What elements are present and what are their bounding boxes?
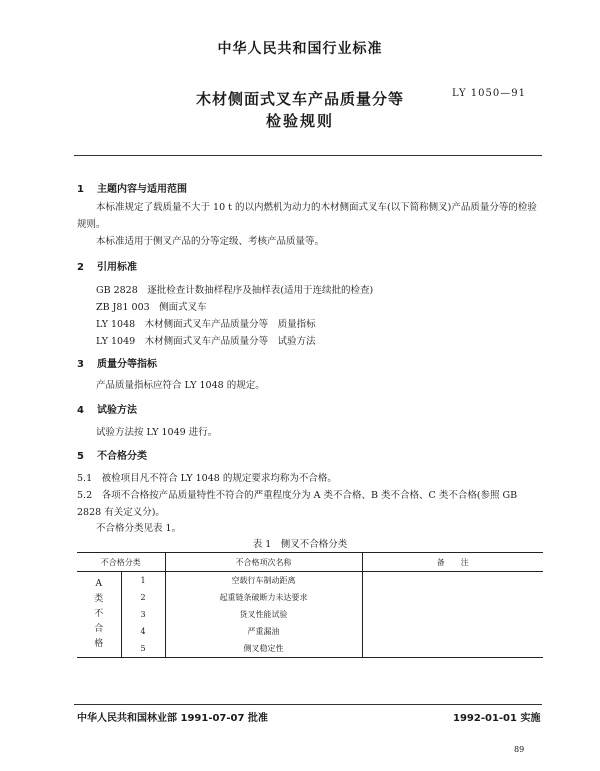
standard-category-header: 中华人民共和国行业标准 bbox=[217, 41, 383, 57]
section-5-heading bbox=[77, 447, 147, 462]
row-item-name: 侧叉稳定性 bbox=[165, 640, 362, 658]
remarks-cell bbox=[362, 572, 543, 658]
section-1-paragraph-2: 本标准适用于侧叉产品的分等定级、考核产品质量等。 bbox=[96, 236, 325, 247]
table-caption: 表 1 侧叉不合格分类 bbox=[252, 539, 348, 550]
section-number: 2 bbox=[77, 262, 84, 273]
row-item-name: 空载行车制动距离 bbox=[165, 572, 362, 590]
reference-item: ZB J81 003 侧面式叉车 bbox=[96, 302, 207, 313]
footer-divider bbox=[74, 704, 542, 705]
section-number: 5 bbox=[77, 451, 84, 462]
section-number: 3 bbox=[77, 359, 84, 370]
section-title: 主题内容与适用范围 bbox=[97, 184, 187, 195]
section-1-heading bbox=[77, 180, 187, 195]
row-number: 2 bbox=[121, 589, 165, 606]
section-title: 试验方法 bbox=[97, 405, 137, 416]
reference-item: LY 1049 木材侧面式叉车产品质量分等 试验方法 bbox=[96, 336, 316, 347]
section-number: 4 bbox=[77, 405, 84, 416]
header-item-name: 不合格项次名称 bbox=[165, 553, 362, 572]
document-title-line2: 检验规则 bbox=[265, 112, 334, 130]
section-number: 1 bbox=[77, 184, 84, 195]
section-4-paragraph: 试验方法按 LY 1049 进行。 bbox=[96, 427, 218, 438]
section-title: 不合格分类 bbox=[97, 451, 147, 462]
approval-info: 中华人民共和国林业部 1991-07-07 批准 bbox=[77, 713, 268, 724]
category-char: 类 bbox=[94, 594, 104, 604]
document-title-line1: 木材侧面式叉车产品质量分等 bbox=[195, 90, 404, 108]
page-number: 89 bbox=[514, 745, 525, 754]
table-header-row bbox=[77, 553, 543, 572]
reference-item: LY 1048 木材侧面式叉车产品质量分等 质量指标 bbox=[96, 319, 316, 330]
category-char: 不 bbox=[94, 609, 104, 619]
clause-number: 5.2 bbox=[77, 490, 93, 501]
row-item-name: 货叉性能试验 bbox=[165, 606, 362, 623]
row-number: 3 bbox=[121, 606, 165, 623]
defect-classification-table bbox=[77, 552, 543, 658]
row-item-name: 严重漏油 bbox=[165, 623, 362, 640]
row-number: 1 bbox=[121, 572, 165, 590]
standard-code: LY 1050—91 bbox=[452, 88, 526, 99]
reference-item: GB 2828 逐批检查计数抽样程序及抽样表(适用于连续批的检查) bbox=[96, 285, 374, 296]
section-3-heading bbox=[77, 355, 157, 370]
category-char: A bbox=[95, 579, 102, 589]
row-item-name: 起重链条破断力未达要求 bbox=[165, 589, 362, 606]
section-3-paragraph: 产品质量指标应符合 LY 1048 的规定。 bbox=[96, 380, 265, 391]
section-2-heading bbox=[77, 258, 137, 273]
header-remarks: 备 注 bbox=[362, 553, 543, 572]
clause-5-1 bbox=[77, 470, 543, 487]
clause-text: 被检项目凡不符合 LY 1048 的规定要求均称为不合格。 bbox=[101, 473, 337, 484]
row-number: 4 bbox=[121, 623, 165, 640]
section-title: 质量分等指标 bbox=[97, 359, 157, 370]
section-title: 引用标准 bbox=[97, 262, 137, 273]
header-classification: 不合格分类 bbox=[77, 553, 165, 572]
header-divider bbox=[74, 155, 542, 156]
category-char: 格 bbox=[94, 639, 104, 649]
clause-number: 5.1 bbox=[77, 473, 93, 484]
category-a-cell bbox=[77, 572, 121, 658]
section-4-heading bbox=[77, 401, 137, 416]
section-5-paragraph-3: 不合格分类见表 1。 bbox=[96, 523, 182, 534]
implementation-date: 1992-01-01 实施 bbox=[453, 713, 541, 724]
row-number: 5 bbox=[121, 640, 165, 658]
table-row bbox=[77, 572, 543, 590]
section-1-paragraph-1: 本标准规定了载质量不大于 10 t 的以内燃机为动力的木材侧面式叉车(以下简称侧叉)产品质量分等的检验规则。 bbox=[77, 202, 537, 230]
clause-5-2 bbox=[77, 487, 543, 521]
clause-text: 各项不合格按产品质量特性不符合的严重程度分为 A 类不合格、B 类不合格、C 类不合格(参照 GB 2828 有关定义分)。 bbox=[77, 490, 518, 518]
category-char: 合 bbox=[94, 624, 104, 634]
